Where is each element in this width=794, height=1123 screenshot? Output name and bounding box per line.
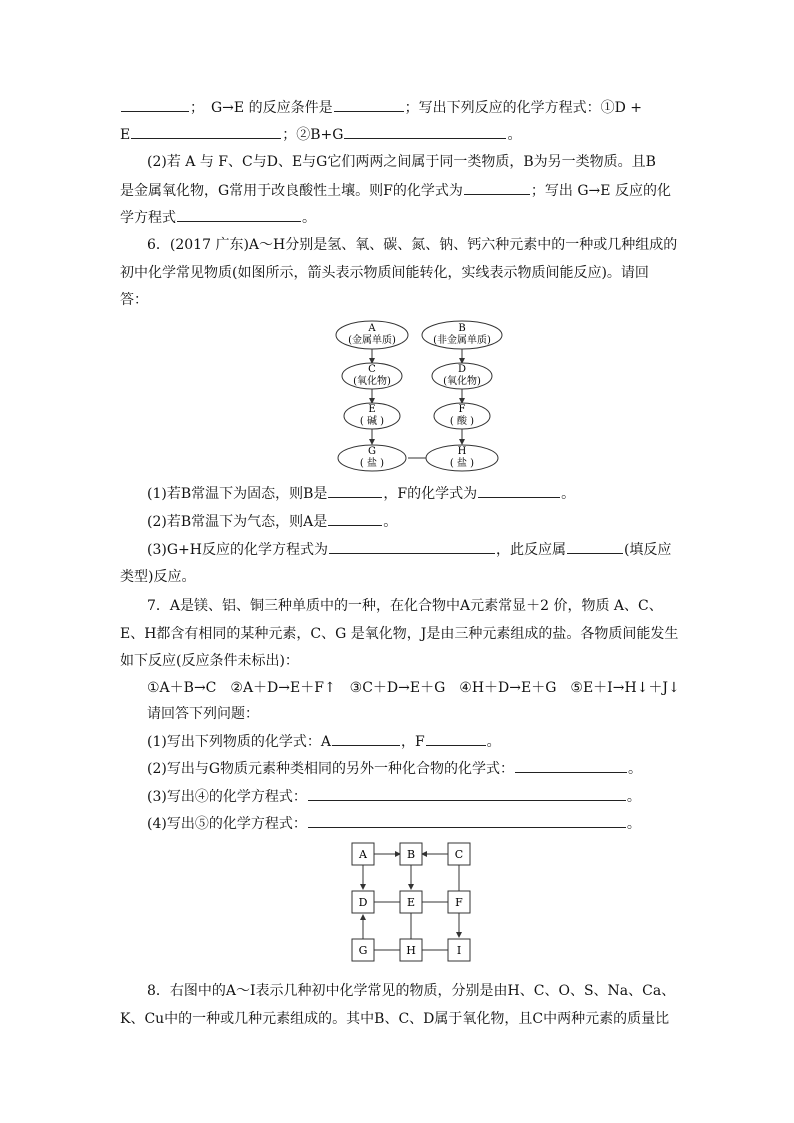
- q6-sub-3: [147, 539, 671, 560]
- q7-text: (4)写出⑤的化学方程式：: [147, 816, 307, 832]
- q8-line-2: K、Cu中的一种或几种元素组成的。其中B、C、D属于氧化物，且C中两种元素的质量比: [120, 1011, 670, 1027]
- answer-blank[interactable]: [332, 731, 400, 746]
- q8-grid-diagram: [345, 838, 480, 970]
- node-d-type: (氧化物): [443, 376, 481, 387]
- node-e-type: ( 碱 ): [359, 416, 385, 427]
- box-a: [352, 843, 374, 865]
- node-g-letter: G: [368, 446, 376, 457]
- node-e-letter: E: [368, 404, 376, 415]
- answer-blank[interactable]: [131, 124, 281, 139]
- q7-text: 。: [628, 761, 643, 777]
- q7-text: (3)写出④的化学方程式：: [147, 789, 307, 805]
- q5-text: ；写出下列反应的化学方程式：①D +: [404, 100, 642, 116]
- box-h-label: H: [406, 944, 416, 957]
- node-h-type: ( 盐 ): [449, 458, 475, 469]
- answer-blank[interactable]: [334, 97, 404, 112]
- answer-blank[interactable]: [478, 483, 560, 498]
- answer-blank[interactable]: [426, 731, 486, 746]
- node-f-letter: F: [458, 404, 466, 415]
- box-d-label: D: [358, 896, 368, 909]
- q7-text: 。: [626, 789, 641, 805]
- node-b: [422, 321, 502, 349]
- box-d: [352, 891, 374, 913]
- node-f-type: ( 酸 ): [449, 416, 475, 427]
- q5-text: 。: [507, 127, 522, 143]
- q5-part2-line-3: [120, 207, 316, 228]
- q5-text: ；写出 G→E 反应的化: [530, 183, 671, 199]
- q7-text: 。: [626, 816, 641, 832]
- q7-reactions: ①A＋B→C ②A＋D→E＋F↑ ③C＋D→E＋G ④H＋D→E＋G ⑤E＋I→H↓＋J↓: [147, 680, 680, 696]
- q6-text: (2)若B常温下为气态，则A是: [147, 514, 328, 530]
- q6-sub-1: [147, 483, 575, 504]
- node-e: [344, 403, 400, 429]
- box-f: [448, 891, 470, 913]
- node-g-type: ( 盐 ): [359, 458, 385, 469]
- q6-text: ，此反应属: [495, 542, 566, 558]
- q5-text: 是金属氧化物，G常用于改良酸性土壤。则F的化学式为: [120, 183, 463, 199]
- answer-blank[interactable]: [328, 511, 382, 526]
- node-a: [336, 321, 408, 349]
- q7-text: 。: [486, 734, 501, 750]
- answer-blank[interactable]: [329, 539, 495, 554]
- node-c-type: (氧化物): [353, 376, 391, 387]
- box-g-label: G: [358, 944, 368, 957]
- node-h-letter: H: [457, 446, 467, 457]
- box-e: [400, 891, 422, 913]
- answer-blank[interactable]: [344, 124, 506, 139]
- box-b: [400, 843, 422, 865]
- q6-sub-3-cont: 类型)反应。: [120, 569, 196, 585]
- box-i: [448, 939, 470, 961]
- q6-text: 。: [383, 514, 398, 530]
- q5-text: 学方程式: [120, 210, 176, 226]
- q5-line-2: [120, 124, 521, 145]
- q6-line-2: 初中化学常见物质(如图所示，箭头表示物质间能转化，实线表示物质间能反应)。请回: [120, 265, 649, 281]
- node-c-letter: C: [368, 364, 376, 375]
- box-b-label: B: [406, 848, 416, 861]
- box-g: [352, 939, 374, 961]
- node-g: [338, 445, 406, 471]
- node-f: [434, 403, 490, 429]
- node-d-letter: D: [457, 364, 467, 375]
- q6-text: ，F的化学式为: [383, 486, 478, 502]
- box-h: [400, 939, 422, 961]
- q5-text: ； G→E 的反应条件是: [190, 100, 333, 116]
- q7-ask: 请回答下列问题：: [147, 706, 259, 722]
- q7-text: ，F: [400, 734, 425, 750]
- q6-text: (1)若B常温下为固态，则B是: [147, 486, 328, 502]
- q5-part2-line-2: [120, 180, 671, 201]
- answer-blank[interactable]: [121, 97, 189, 112]
- q6-conversion-diagram: [330, 315, 510, 475]
- box-c-label: C: [454, 848, 464, 861]
- q7-line-1: 7．A是镁、铝、铜三种单质中的一种，在化合物中A元素常显＋2 价，物质 A、C、: [147, 598, 663, 614]
- q6-text: (3)G+H反应的化学方程式为: [147, 542, 328, 558]
- q6-line-3: 答：: [120, 292, 148, 308]
- answer-blank[interactable]: [567, 539, 623, 554]
- q5-text: E: [120, 127, 131, 143]
- node-c: [342, 363, 402, 389]
- node-a-type: (金属单质): [348, 335, 396, 346]
- box-a-label: A: [359, 848, 367, 861]
- box-i-label: I: [456, 944, 462, 957]
- q7-line-3: 如下反应(反应条件未标出)：: [120, 653, 299, 669]
- q7-text: (2)写出与G物质元素种类相同的另外一种化合物的化学式：: [147, 761, 515, 777]
- answer-blank[interactable]: [515, 758, 627, 773]
- q5-text: 。: [302, 210, 316, 226]
- q6-text: (填反应: [623, 542, 672, 558]
- answer-blank[interactable]: [328, 483, 382, 498]
- box-f-label: F: [455, 896, 463, 909]
- answer-blank[interactable]: [177, 207, 301, 222]
- q7-line-2: E、H都含有相同的某种元素，C、G 是氧化物，J是由三种元素组成的盐。各物质间能发生: [120, 626, 679, 642]
- q5-part2-line-1: (2)若 A 与 F、C与D、E与G它们两两之间属于同一类物质，B为另一类物质。且B: [147, 154, 656, 170]
- node-a-letter: A: [368, 323, 376, 334]
- q7-sub-3: [147, 786, 641, 807]
- q7-sub-2: [147, 758, 642, 779]
- q7-sub-4: [147, 813, 641, 834]
- q5-line-1: [120, 97, 642, 118]
- node-b-type: (非金属单质): [433, 335, 491, 346]
- answer-blank[interactable]: [308, 786, 626, 801]
- q6-text: 。: [561, 486, 576, 502]
- answer-blank[interactable]: [308, 813, 626, 828]
- q7-sub-1: [147, 731, 501, 752]
- q6-sub-2: [147, 511, 397, 532]
- answer-blank[interactable]: [464, 180, 530, 195]
- q5-text: ；②B+G: [282, 127, 344, 143]
- node-h: [426, 445, 498, 471]
- node-d: [432, 363, 492, 389]
- q8-line-1: 8．右图中的A～I表示几种初中化学常见的物质，分别是由H、C、O、S、Na、Ca、: [147, 983, 676, 999]
- q6-line-1: 6．(2017 广东)A～H分别是氢、氧、碳、氮、钠、钙六种元素中的一种或几种组成的: [147, 237, 678, 253]
- node-b-letter: B: [458, 323, 466, 334]
- box-c: [448, 843, 470, 865]
- q7-text: (1)写出下列物质的化学式：A: [147, 734, 331, 750]
- box-e-label: E: [406, 896, 416, 909]
